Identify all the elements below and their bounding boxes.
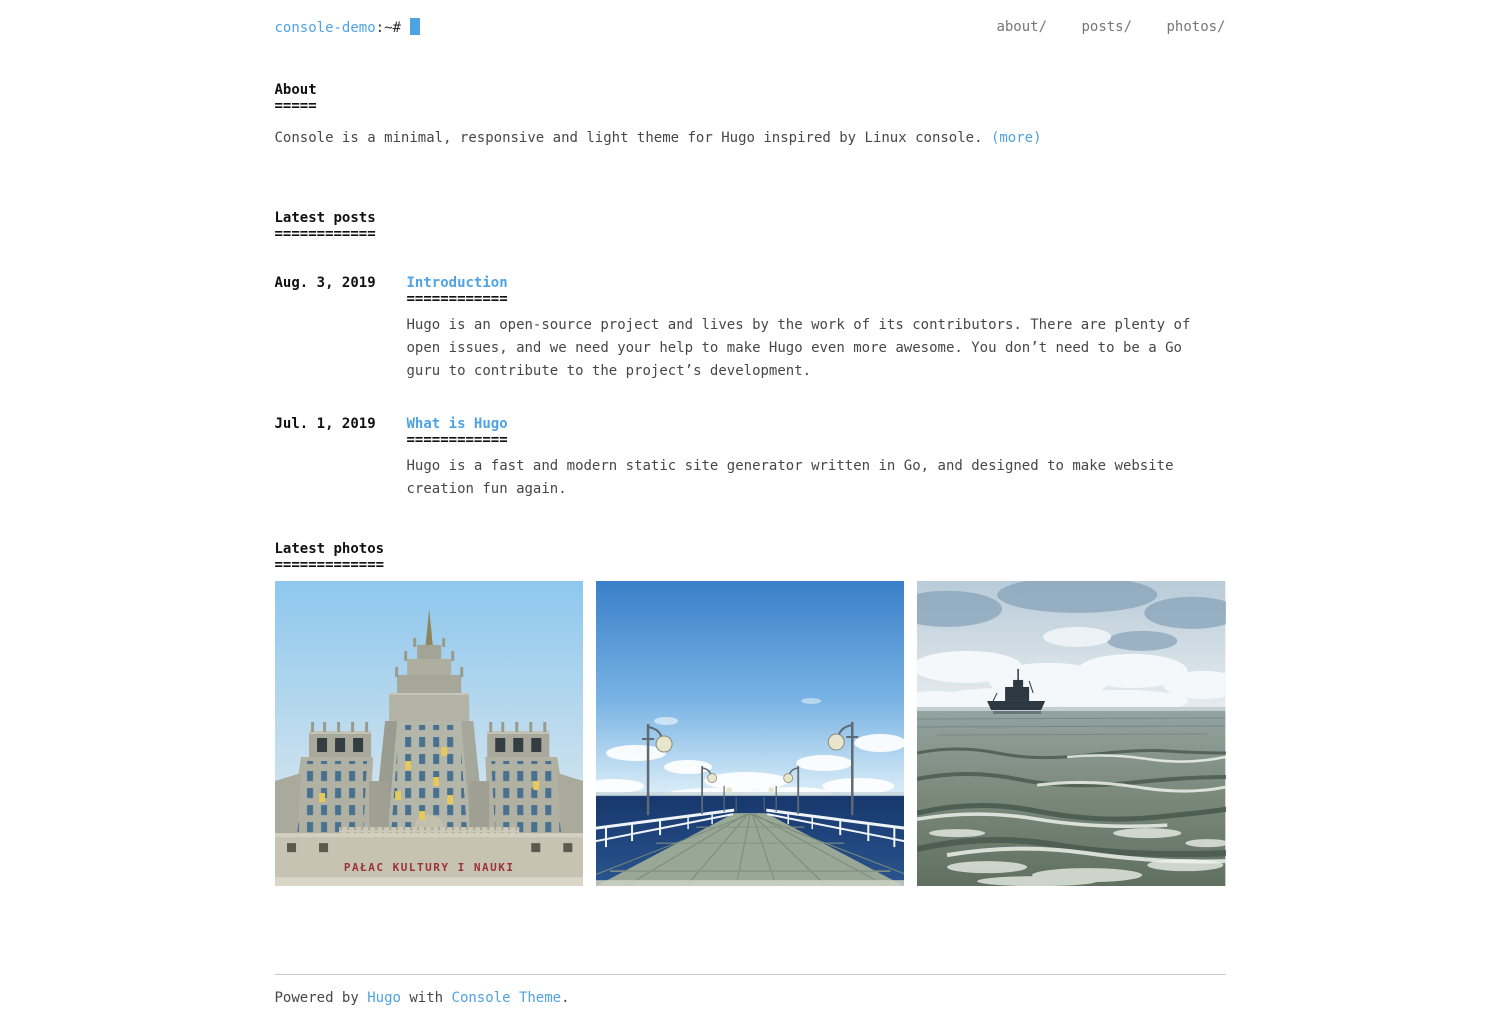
prompt-suffix: :~# [375,20,410,36]
page-container [275,0,1226,1020]
palace-photo-svg [275,581,583,886]
latest-photos-heading-underline: ============= [274,557,385,573]
latest-posts-section [275,210,1226,501]
footer-text-prefix: Powered by [274,990,368,1006]
post-date: Jul. 1, 2019 [274,416,376,432]
palace-sign-text: PAŁAC KULTURY I NAUKI [343,861,514,875]
post-title-link[interactable]: What is Hugo [406,416,508,432]
terminal-cursor-block [410,18,420,35]
post-row [275,275,1226,383]
nav-link-photos[interactable]: photos/ [1166,19,1226,35]
pier-sky [596,581,904,801]
nav-link-posts[interactable]: posts/ [1081,19,1133,35]
photo-pier[interactable] [596,581,904,886]
post-title-underline: ============ [406,432,508,448]
nav-link-about[interactable]: about/ [996,19,1048,35]
latest-posts-heading-underline: ============ [274,226,376,242]
photo-palace-of-culture[interactable] [275,581,583,886]
post-title-underline: ============ [406,291,508,307]
footer-text-middle: with [400,990,452,1006]
hugo-link[interactable]: Hugo [367,990,401,1006]
photo-sea-waves[interactable] [917,581,1225,886]
main-nav [970,19,1225,35]
latest-photos-section [275,541,1226,886]
post-title-link[interactable]: Introduction [406,275,508,291]
site-header [275,16,1226,38]
home-link[interactable]: console-demo [274,20,376,36]
latest-photos-heading-text: Latest photos [274,541,385,557]
footer-text-suffix: . [561,990,570,1006]
post-excerpt: Hugo is a fast and modern static site generator written in Go, and designed to make website creation fun again. [406,458,1174,497]
latest-posts-heading-text: Latest posts [274,210,376,226]
pier-photo-svg [596,581,904,886]
more-link[interactable]: (more) [990,130,1042,146]
about-section [275,82,1226,150]
post-row [275,416,1226,501]
post-date: Aug. 3, 2019 [274,275,376,291]
sea-water [917,711,1225,886]
sea-photo-svg [917,581,1225,886]
sea-sky [917,581,1225,716]
site-footer [275,974,1226,1006]
photo-grid [275,581,1226,886]
about-heading-text: About [274,82,317,98]
latest-photos-heading [275,541,1226,573]
about-heading [275,82,1226,114]
post-body [407,416,1226,501]
about-text: Console is a minimal, responsive and light theme for Hugo inspired by Linux console. [274,130,991,146]
console-theme-link[interactable]: Console Theme [451,990,562,1006]
about-heading-underline: ===== [274,98,317,114]
about-paragraph [275,127,1226,150]
post-body [407,275,1226,383]
latest-posts-heading [275,210,1226,242]
post-excerpt: Hugo is an open-source project and lives by the work of its contributors. There are plenty of open issues, and we need your help to make Hugo even more awesome. You don’t need to be a Go guru to contribute to the project’s development. [406,317,1191,379]
terminal-prompt [275,18,421,36]
